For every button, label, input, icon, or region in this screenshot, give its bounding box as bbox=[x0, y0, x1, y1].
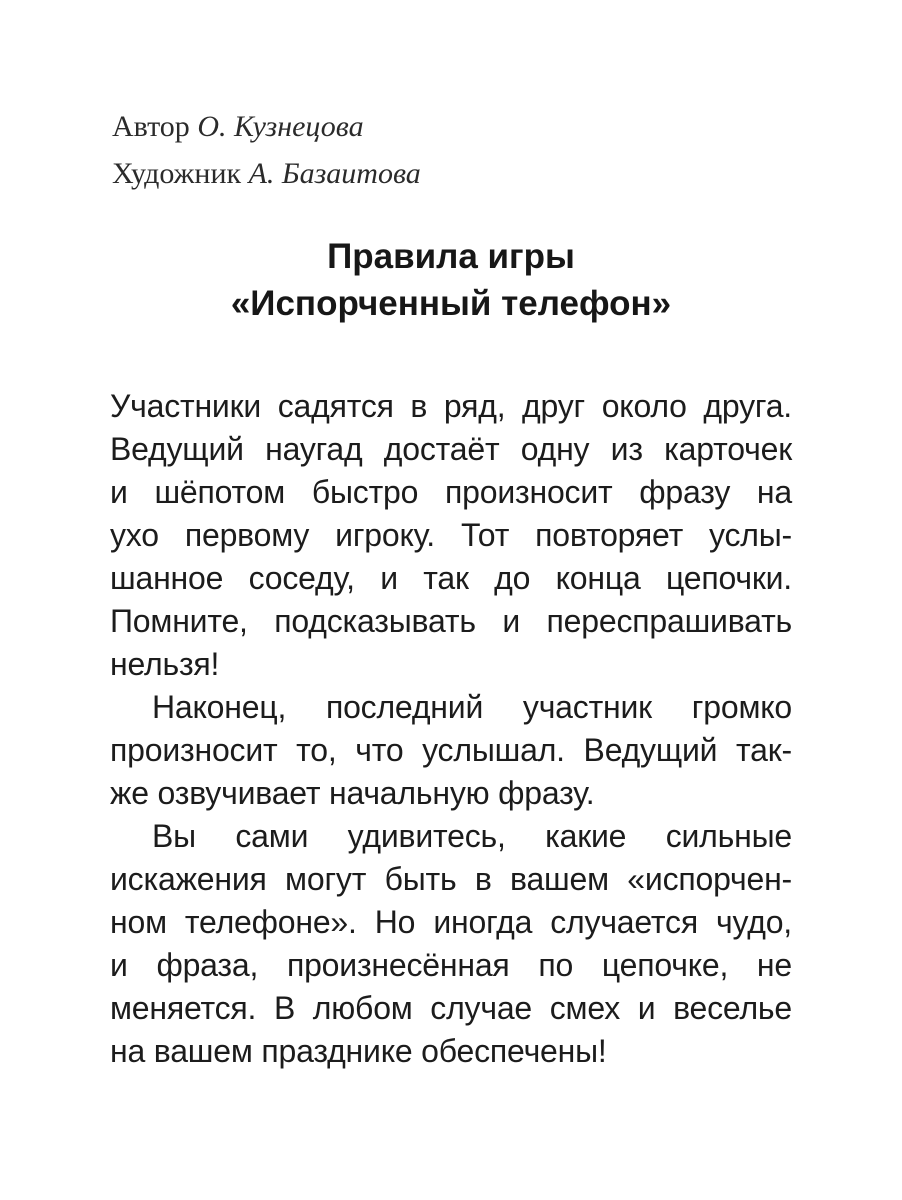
text-line: Наконец, последний участник громко bbox=[152, 689, 792, 725]
title-line-0: Правила игры bbox=[327, 237, 575, 276]
rules-text bbox=[110, 385, 792, 1073]
credit-label: Художник bbox=[112, 157, 242, 190]
text-line: ухо первому игроку. Тот повторяет услы- bbox=[110, 517, 792, 553]
paragraph-2 bbox=[110, 815, 792, 1073]
text-line: Ведущий наугад достаёт одну из карточек bbox=[110, 431, 792, 467]
text-line: меняется. В любом случае смех и веселье bbox=[110, 990, 792, 1026]
text-line: Помните, подсказывать и переспрашивать bbox=[110, 603, 792, 639]
text-line: ном телефоне». Но иногда случается чудо, bbox=[110, 904, 792, 940]
text-line: нельзя! bbox=[110, 646, 220, 682]
text-line: же озвучивает начальную фразу. bbox=[110, 775, 595, 811]
title-line-1: «Испорченный телефон» bbox=[230, 284, 672, 323]
text-line: и фраза, произнесённая по цепочке, не bbox=[110, 947, 792, 983]
credits-block bbox=[112, 103, 792, 197]
text-line: и шёпотом быстро произносит фразу на bbox=[110, 474, 792, 510]
credit-line-0 bbox=[112, 103, 792, 150]
text-line: Участники садятся в ряд, друг около друга. bbox=[110, 388, 792, 424]
credit-name: О. Кузнецова bbox=[197, 110, 364, 143]
credit-name: А. Базаитова bbox=[248, 157, 421, 190]
credit-label: Автор bbox=[112, 110, 190, 143]
page-title bbox=[110, 233, 792, 327]
credit-line-1 bbox=[112, 150, 792, 197]
paragraph-1 bbox=[110, 686, 792, 815]
text-line: на вашем празднике обеспечены! bbox=[110, 1033, 607, 1069]
text-line: Вы сами удивитесь, какие сильные bbox=[152, 818, 792, 854]
text-line: произносит то, что услышал. Ведущий так- bbox=[110, 732, 792, 768]
text-line: искажения могут быть в вашем «испорчен- bbox=[110, 861, 792, 897]
paragraph-0 bbox=[110, 385, 792, 686]
text-line: шанное соседу, и так до конца цепочки. bbox=[110, 560, 792, 596]
